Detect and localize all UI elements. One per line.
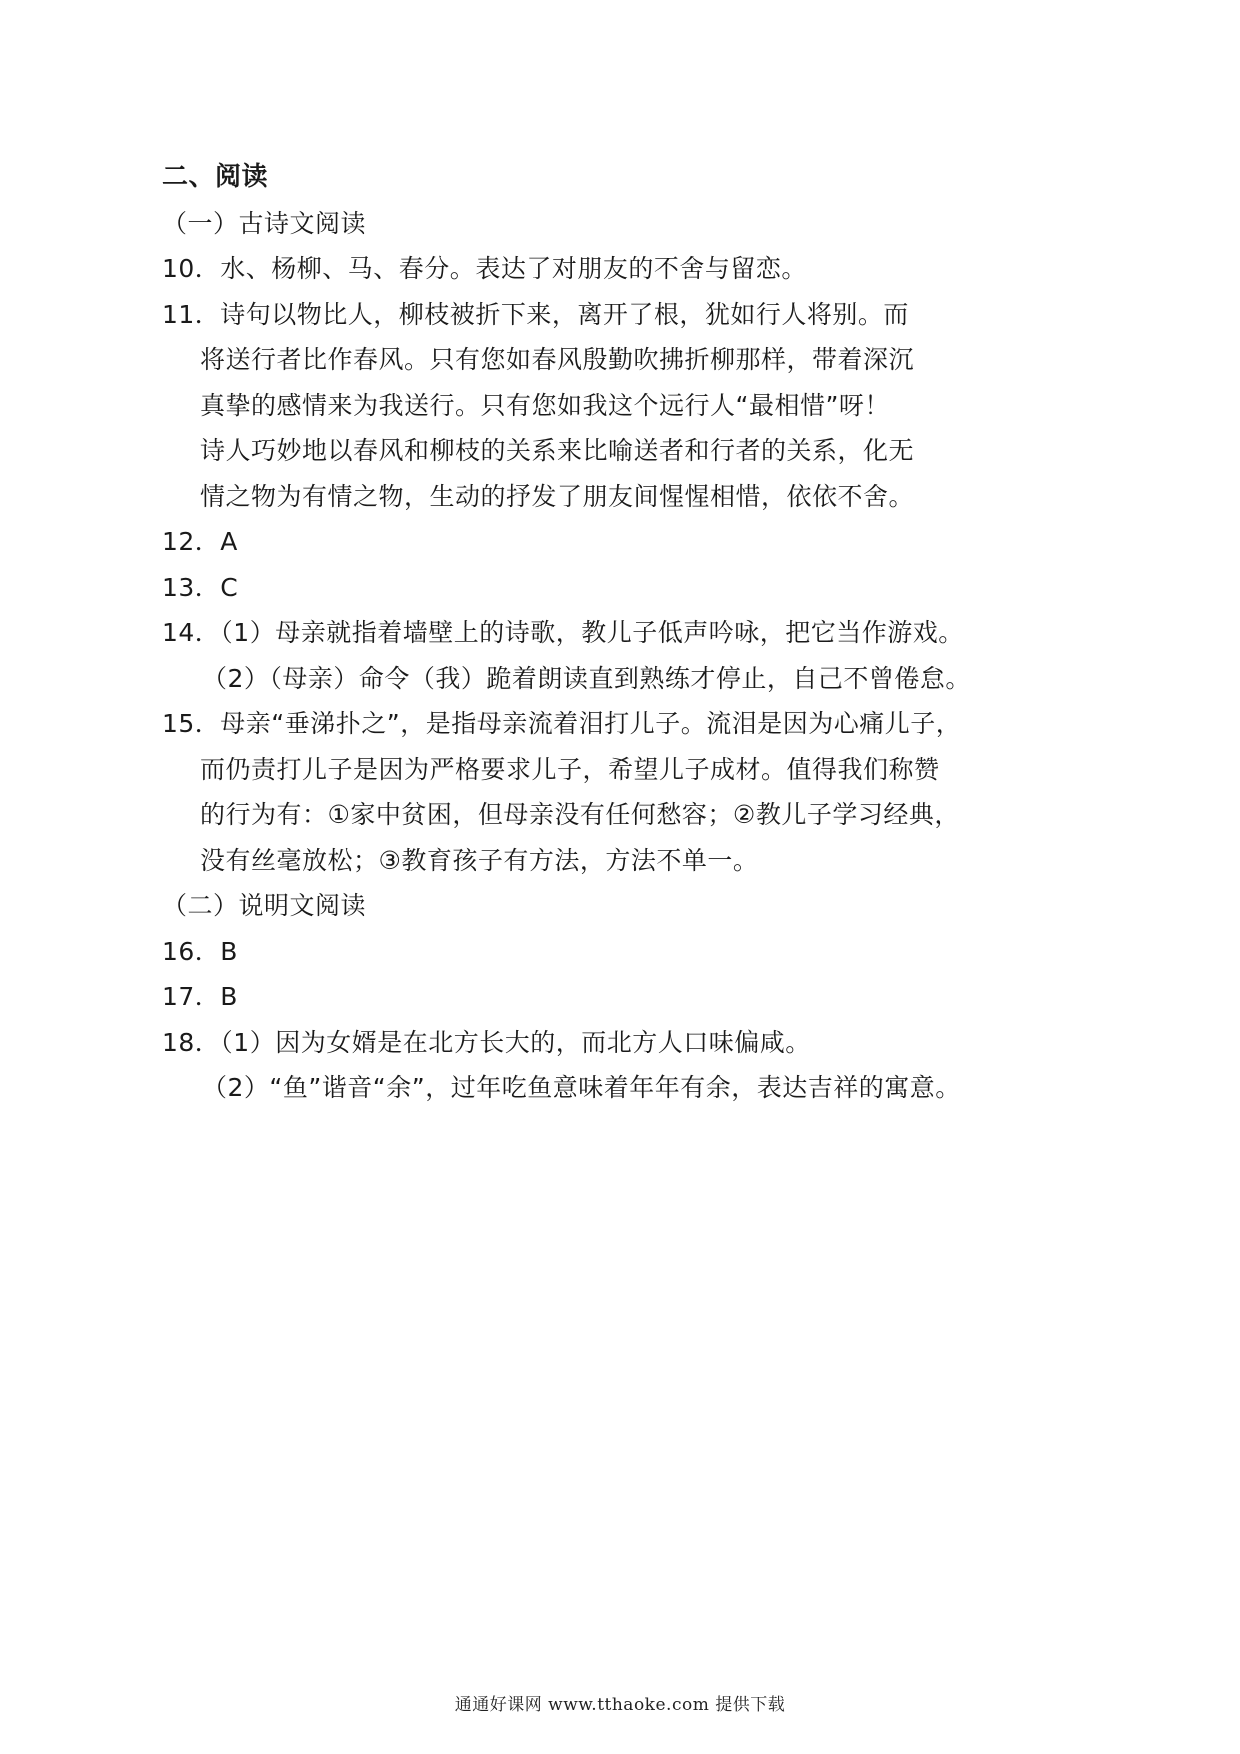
answer-q15-line4: 没有丝毫放松；③教育孩子有方法，方法不单一。 (200, 845, 759, 875)
answer-q14-line2: （2）（母亲）命令（我）跪着朗读直到熟练才停止，自己不曾倦怠。 (202, 663, 971, 693)
answer-q11-line5: 情之物为有情之物，生动的抒发了朋友间惺惺相惜，依依不舍。 (200, 481, 915, 511)
answer-q11-line4: 诗人巧妙地以春风和柳枝的关系来比喻送者和行者的关系，化无 (200, 436, 915, 465)
part2-title: （二）说明文阅读 (162, 891, 367, 920)
answer-q18-line1: 18．（1）因为女婿是在北方长大的，而北方人口味偏咸。 (162, 1027, 811, 1057)
answer-q17: 17．B (162, 982, 238, 1011)
part1-title: （一）古诗文阅读 (162, 208, 367, 238)
answer-q11-line1: 11．诗句以物比人，柳枝被折下来，离开了根，犹如行人将别。而 (162, 299, 909, 329)
answer-q10: 10．水、杨柳、马、春分。表达了对朋友的不舍与留恋。 (162, 254, 807, 283)
section-title: 二、阅读 (162, 162, 269, 192)
answer-q11-line3: 真挚的感情来为我送行。只有您如我这个远行人“最相惜”呀！ (200, 390, 890, 420)
answer-q12: 12．A (162, 527, 238, 556)
answer-q11-line2: 将送行者比作春风。只有您如春风殷勤吹拂折柳那样，带着深沉 (200, 345, 915, 374)
answer-q14-line1: 14．（1）母亲就指着墙壁上的诗歌，教儿子低声吟咏，把它当作游戏。 (162, 618, 964, 647)
answer-q15-line2: 而仍责打儿子是因为严格要求儿子，希望儿子成材。值得我们称赞 (200, 754, 940, 784)
answer-q15-line1: 15．母亲“垂涕扑之”，是指母亲流着泪打儿子。流泪是因为心痛儿子， (162, 709, 962, 738)
answer-q15-line3: 的行为有：①家中贫困，但母亲没有任何愁容；②教儿子学习经典， (200, 800, 960, 829)
answer-q13: 13．C (162, 572, 239, 602)
answer-q16: 16．B (162, 936, 238, 966)
answer-q18-line2: （2）“鱼”谐音“余”，过年吃鱼意味着年年有余，表达吉祥的寓意。 (202, 1073, 961, 1102)
footer-source: 通通好课网 www.tthaoke.com 提供下载 (454, 1695, 786, 1715)
answer-content (162, 155, 1022, 1111)
